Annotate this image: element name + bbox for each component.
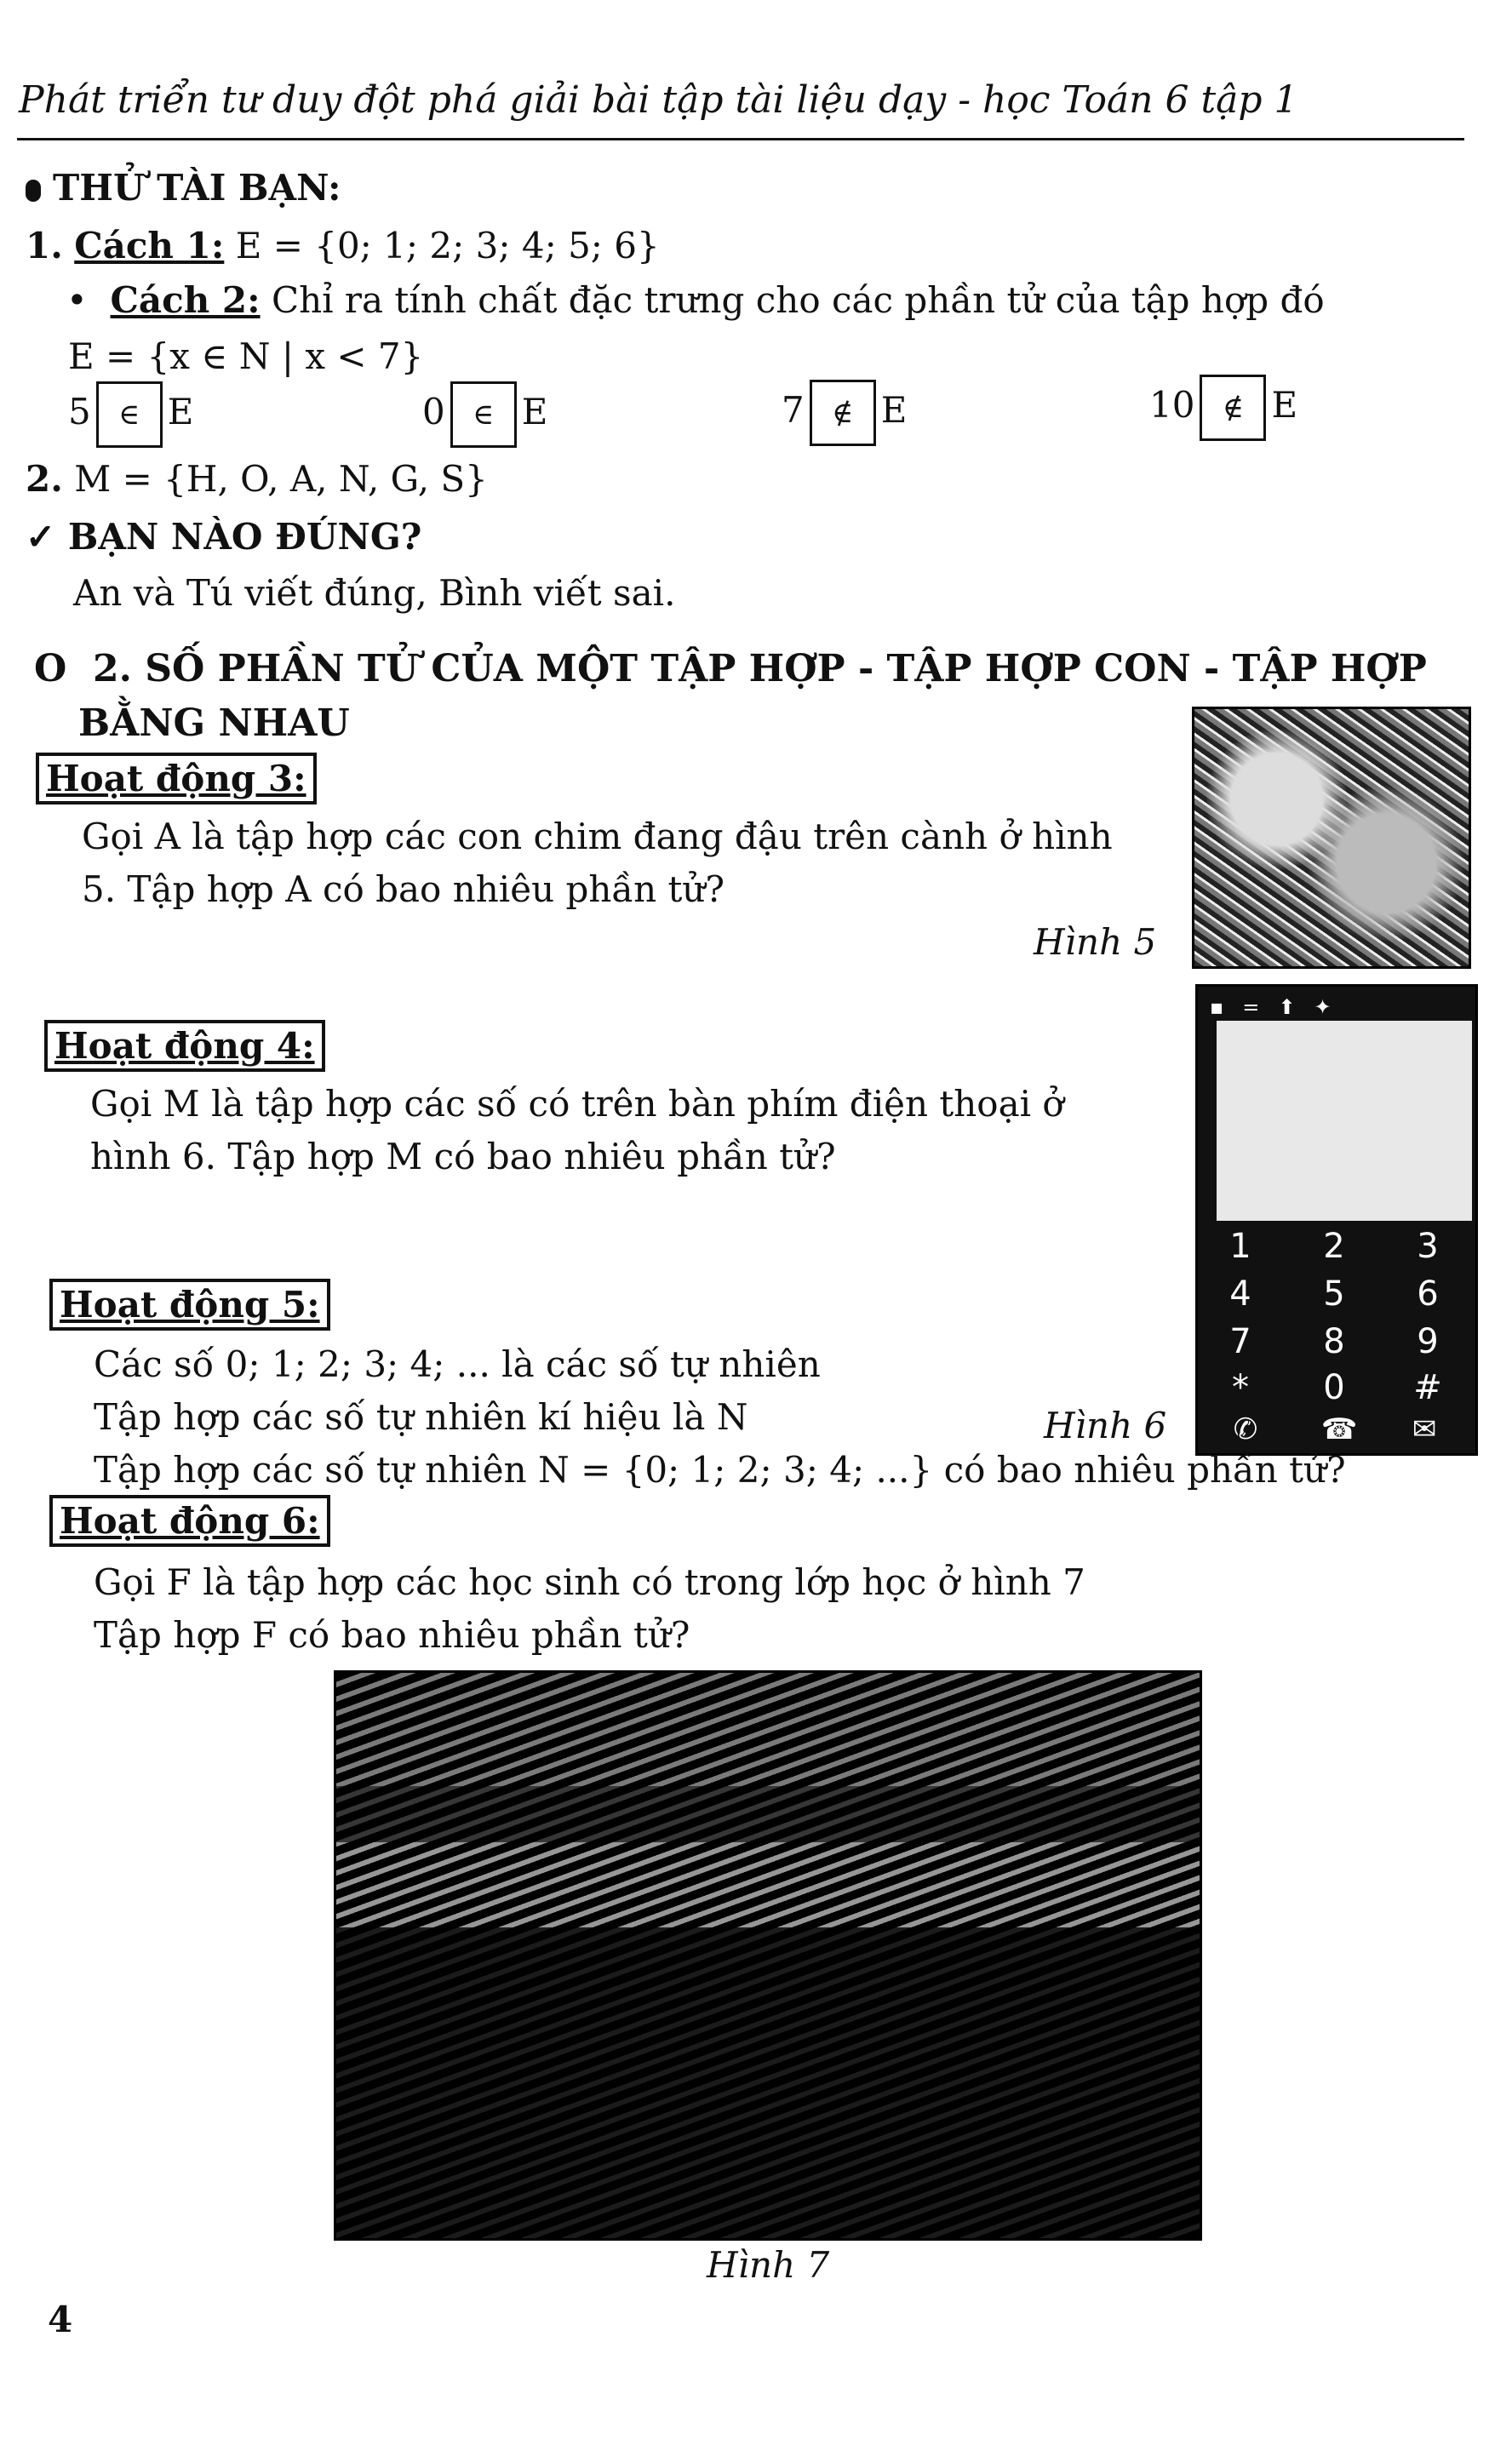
key-3: 3 (1417, 1227, 1439, 1266)
activity-6-line1: Gọi F là tập hợp các học sinh có trong lớp học ở hình 7 (94, 1561, 1085, 1603)
activity-5-line1: Các số 0; 1; 2; 3; 4; ... là các số tự nhiên (94, 1343, 821, 1385)
key-hash: # (1413, 1368, 1442, 1407)
membership-5: 5 ∈ E (68, 381, 193, 448)
activity-4-label: Hoạt động 4: (44, 1020, 325, 1072)
phone-status-icons: ▪=⬆✦ (1210, 995, 1350, 1019)
key-9: 9 (1417, 1322, 1439, 1361)
figure-6-caption: Hình 6 (1044, 1405, 1167, 1446)
bullet-icon (26, 180, 41, 202)
ban-nao-answer: An và Tú viết đúng, Bình viết sai. (73, 572, 676, 614)
key-1: 1 (1229, 1227, 1251, 1266)
header-rule (17, 138, 1464, 140)
section-2-title: O 2. SỐ PHẦN TỬ CỦA MỘT TẬP HỢP - TẬP HỢP CON - TẬP HỢP (34, 647, 1427, 690)
figure-7-caption: Hình 7 (707, 2244, 830, 2286)
key-8: 8 (1323, 1322, 1345, 1361)
bird-photo (1192, 707, 1471, 969)
figure-5-caption: Hình 5 (1034, 921, 1157, 963)
classroom-photo (334, 1670, 1202, 2241)
section-2-title-line2: BẰNG NHAU (78, 701, 350, 745)
activity-5-line2: Tập hợp các số tự nhiên kí hiệu là N (94, 1396, 748, 1438)
check-icon: ✓ (26, 516, 56, 558)
activity-3-label: Hoạt động 3: (36, 753, 317, 805)
key-2: 2 (1323, 1227, 1345, 1266)
ban-nao-heading: ✓ BẠN NÀO ĐÚNG? (26, 516, 422, 558)
key-4: 4 (1229, 1274, 1251, 1314)
key-0: 0 (1323, 1368, 1345, 1407)
key-6: 6 (1417, 1274, 1439, 1314)
membership-7: 7 ∉ E (782, 380, 907, 446)
membership-0: 0 ∈ E (422, 381, 547, 448)
running-header: Phát triển tư duy đột phá giải bài tập tài liệu dạy - học Toán 6 tập 1 (19, 78, 1298, 122)
activity-4-line1: Gọi M là tập hợp các số có trên bàn phím điện thoại ở (90, 1083, 1064, 1125)
phone-screen (1217, 1021, 1472, 1221)
cach-2-line: • Cách 2: Chỉ ra tính chất đặc trưng cho các phần tử của tập hợp đó (66, 279, 1325, 321)
activity-5-label: Hoạt động 5: (49, 1279, 330, 1331)
activity-4-line2: hình 6. Tập hợp M có bao nhiêu phần tử? (90, 1136, 836, 1177)
membership-10: 10 ∉ E (1149, 375, 1297, 441)
set-builder: E = {x ∈ N | x < 7} (68, 335, 424, 377)
activity-3-line1: Gọi A là tập hợp các con chim đang đậu trên cành ở hình (82, 816, 1113, 857)
item-2: 2. M = {H, O, A, N, G, S} (26, 458, 488, 500)
key-5: 5 (1323, 1274, 1345, 1314)
activity-6-label: Hoạt động 6: (49, 1495, 330, 1547)
activity-5-line3: Tập hợp các số tự nhiên N = {0; 1; 2; 3; 4; ...} có bao nhiêu phần tử? (94, 1449, 1346, 1491)
page-number: 4 (48, 2299, 73, 2340)
contacts-icon: ☎ (1320, 1412, 1358, 1446)
message-icon: ✉ (1412, 1412, 1437, 1446)
key-star: * (1232, 1368, 1249, 1407)
activity-3-line2: 5. Tập hợp A có bao nhiêu phần tử? (82, 868, 724, 910)
activity-6-line2: Tập hợp F có bao nhiêu phần tử? (94, 1614, 690, 1656)
thu-tai-heading: THỬ TÀI BẠN: (26, 170, 341, 206)
bullet-dot-icon: • (66, 279, 88, 321)
circle-marker-icon: O (34, 647, 67, 690)
item-1-cach-1: 1. Cách 1: E = {0; 1; 2; 3; 4; 5; 6} (26, 225, 660, 266)
phone-keypad-photo (1195, 984, 1478, 1456)
key-7: 7 (1229, 1322, 1251, 1361)
call-icon: ✆ (1233, 1412, 1258, 1446)
